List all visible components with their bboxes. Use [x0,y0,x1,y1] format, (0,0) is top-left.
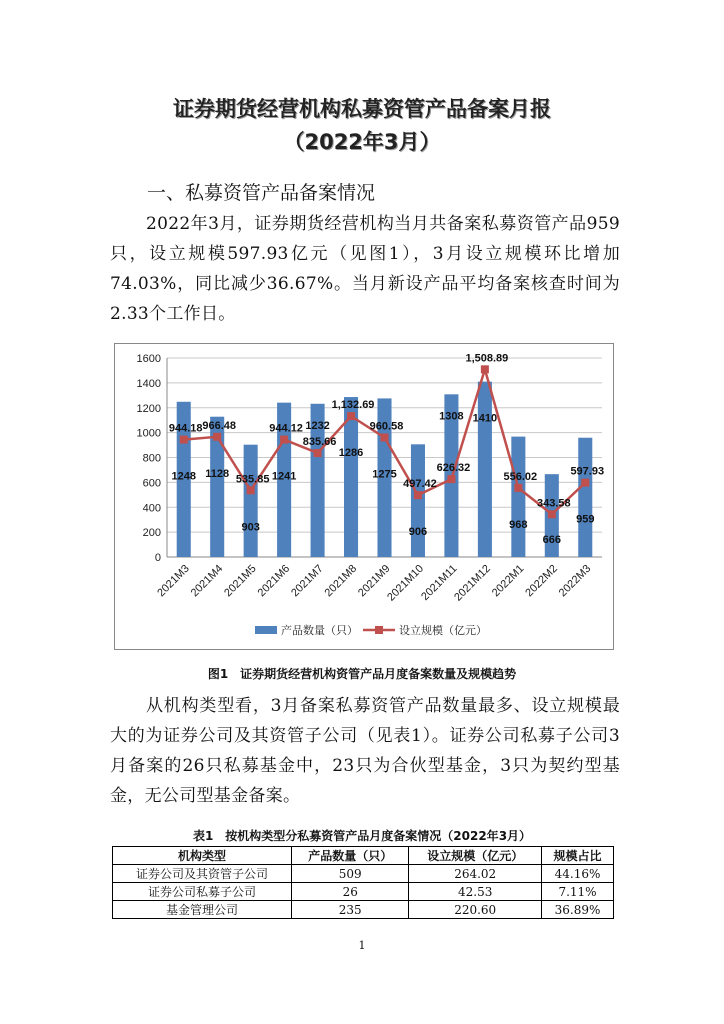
bar-data-label: 666 [542,534,561,546]
bar-data-label: 1286 [338,447,364,460]
line-data-label: 1,508.89 [465,352,509,365]
line-data-label: 535.85 [235,473,270,486]
header-product-count: 产品数量（只） [292,847,409,865]
bar-data-label: 903 [241,521,260,534]
paragraph-summary: 2022年3月，证券期货经营机构当月共备案私募资管产品959只，设立规模597.93亿元（见图1），3月设立规模环比增加74.03%，同比减少36.67%。当月新设产品平均备案核查时间为2.33个工作日。 [110,214,620,324]
line-data-label: 626.32 [436,462,471,475]
report-title: 证券期货经营机构私募资管产品备案月报 [173,97,551,121]
legend-label-scale: 设立规模（亿元） [399,625,487,637]
cell-count: 26 [292,883,409,901]
cell-count: 235 [292,901,409,919]
bar-2021M12 [478,382,492,557]
line-point-2021M5 [247,486,255,494]
y-tick-label: 0 [154,552,161,564]
line-data-label: 343.58 [536,497,571,510]
cell-count: 509 [292,865,409,883]
line-point-2021M11 [447,475,455,483]
x-tick-label: 2022M3 [556,562,594,600]
y-tick-label: 600 [142,477,161,490]
line-point-2021M4 [213,433,221,441]
line-point-2021M9 [381,434,389,442]
legend-marker-scale [375,626,383,634]
x-tick-label: 2021M12 [452,562,494,604]
line-point-2021M8 [347,412,355,420]
cell-type: 证券公司私募子公司 [113,883,292,901]
bar-2021M5 [244,445,258,557]
y-tick-label: 1000 [136,427,161,440]
line-data-label: 497.42 [403,478,437,491]
y-tick-label: 200 [142,527,161,540]
cell-type: 基金管理公司 [113,901,292,919]
x-tick-label: 2021M3 [155,562,192,600]
bar-data-label: 1241 [271,470,297,483]
line-data-label: 966.48 [202,419,237,432]
x-tick-label: 2021M9 [356,562,393,600]
line-data-label: 835.66 [302,436,337,449]
line-data-label: 960.58 [369,420,404,433]
line-data-label: 556.02 [503,470,538,483]
bar-data-label: 968 [509,518,528,531]
line-data-label: 597.93 [570,465,605,478]
x-tick-label: 2021M7 [289,562,326,600]
cell-type: 证券公司及其资管子公司 [113,865,292,883]
bar-data-label: 1275 [372,468,397,481]
y-tick-label: 1400 [136,377,161,390]
legend-swatch-count [255,626,277,634]
bar-data-label: 1308 [439,410,464,423]
line-point-2021M7 [314,449,322,457]
table-row [113,901,614,919]
chart-svg [115,344,613,649]
line-point-2021M3 [180,436,188,444]
bar-data-label: 959 [576,513,595,526]
x-tick-label: 2021M10 [385,562,427,604]
x-tick-label: 2021M5 [222,562,259,600]
table-caption: 表1 按机构类型分私募资管产品月度备案情况（2022年3月） [192,829,532,843]
line-point-2022M3 [581,479,589,487]
cell-share: 36.89% [542,901,614,919]
header-share: 规模占比 [542,847,614,865]
y-tick-label: 1600 [136,353,161,365]
x-tick-label: 2022M1 [489,562,527,600]
line-data-label: 944.18 [168,422,203,435]
header-scale: 设立规模（亿元） [409,847,542,865]
y-tick-label: 400 [142,502,161,515]
institution-table [112,846,614,919]
x-tick-label: 2021M6 [255,562,293,600]
bar-data-label: 1248 [171,470,196,483]
y-tick-label: 800 [142,452,161,465]
bar-data-label: 1128 [205,467,230,480]
bar-data-label: 1232 [305,419,330,432]
x-tick-label: 2022M2 [523,562,560,600]
section-heading: 一、私募资管产品备案情况 [147,182,376,204]
x-tick-label: 2021M8 [322,562,360,600]
line-point-2021M6 [280,436,288,444]
line-data-label: 1,132.69 [331,399,375,412]
bar-data-label: 906 [408,526,428,539]
cell-scale: 264.02 [409,865,542,883]
paragraph-institution: 从机构类型看，3月备案私募资管产品数量最多、设立规模最大的为证券公司及其资管子公司（见表1）。证券公司私募子公司3月备案的26只私募基金中，23只为合伙型基金，3只为契约型基金，无公司型基金备案。 [110,696,620,806]
line-point-2022M2 [548,510,556,518]
x-tick-label: 2021M11 [419,562,460,603]
line-point-2021M12 [481,365,489,373]
cell-share: 7.11% [542,883,614,901]
line-point-2022M1 [514,484,522,492]
line-data-label: 944.12 [269,422,303,435]
report-subtitle: （2022年3月） [283,130,441,154]
x-tick-label: 2021M4 [188,562,226,600]
bar-data-label: 1410 [472,412,498,425]
table-header-row [113,847,614,865]
header-institution-type: 机构类型 [113,847,292,865]
table-row [113,883,614,901]
table-row [113,865,614,883]
cell-scale: 42.53 [409,883,542,901]
cell-share: 44.16% [542,865,614,883]
cell-scale: 220.60 [409,901,542,919]
line-point-2021M10 [414,491,422,499]
legend-label-count: 产品数量（只） [281,625,358,637]
figure-caption: 图1 证券期货经营机构资管产品月度备案数量及规模趋势 [207,667,517,681]
trend-chart [114,343,614,650]
y-tick-label: 1200 [136,402,161,415]
page-number: 1 [358,939,366,952]
